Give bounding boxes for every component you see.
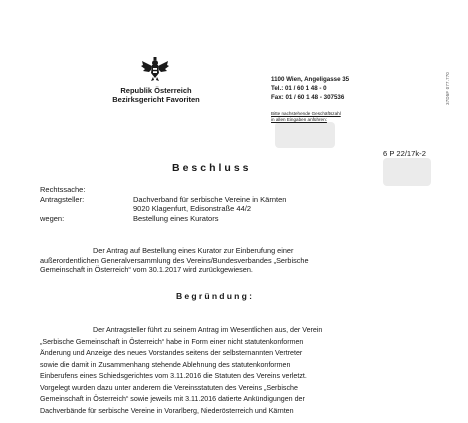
ruling-line: Der Antrag auf Bestellung eines Kurator zur Einberufung einer bbox=[93, 246, 294, 255]
reference-note-line1: Bitte nachstehende Geschäftszahl bbox=[271, 111, 341, 116]
reasons-line: „Serbische Gemeinschaft in Österreich“ habe in Form einer nicht statutenkonformen bbox=[40, 337, 304, 346]
court-fax: Fax: 01 / 60 1 48 - 307536 bbox=[271, 94, 345, 101]
court-tel: Tel.: 01 / 60 1 48 - 0 bbox=[271, 85, 327, 92]
reasons-line: Der Antragsteller führt zu seinem Antrag im Wesentlichen aus, der Verein bbox=[93, 326, 323, 334]
party-label: wegen: bbox=[40, 213, 65, 223]
court-address: 1100 Wien, Angeligasse 35 bbox=[271, 76, 350, 83]
reference-note-line2: in allen Eingaben anführen: bbox=[271, 117, 327, 122]
court-name bbox=[96, 86, 216, 104]
reasons-line: Gemeinschaft in Österreich“ sowie jeweils mit 3.11.2016 datierte Ankündigungen der bbox=[40, 395, 305, 403]
party-value: Bestellung eines Kurators bbox=[133, 213, 219, 223]
reasons-line: Vorgelegt wurden dazu unter anderem die Vereinsstatuten des Vereins „Serbische bbox=[40, 383, 298, 392]
scan-artifact bbox=[383, 158, 431, 186]
party-value: Dachverband für serbische Vereine in Kärnten bbox=[133, 194, 287, 204]
side-document-code: 37D5F 077.770 bbox=[445, 72, 450, 105]
party-label: Antragsteller: bbox=[40, 194, 85, 204]
reasons-line: Änderung und Anzeige des neues Vorstandes seitens der selbsternannten Vertreter bbox=[40, 349, 303, 357]
reasons-line: Dachverbände für serbische Vereine in Vorarlberg, Niederösterreich und Kärnten bbox=[40, 406, 294, 415]
ruling-text bbox=[40, 246, 440, 275]
court-name-line1: Republik Österreich bbox=[120, 86, 192, 95]
scan-artifact bbox=[275, 122, 335, 148]
document-title: Beschluss bbox=[172, 162, 252, 174]
reasons-line: Einberufens eines Schiedsgerichtes vom 3.11.2016 die Statuten des Vereins verletzt. bbox=[40, 372, 307, 380]
ruling-line: Gemeinschaft in Österreich“ vom 30.1.2017 wird zurückgewiesen. bbox=[40, 265, 253, 275]
party-value: 9020 Klagenfurt, Edisonstraße 44/2 bbox=[133, 204, 251, 213]
reasons-text bbox=[40, 325, 442, 417]
court-contact bbox=[271, 75, 349, 123]
file-number: 6 P 22/17k-2 bbox=[383, 149, 426, 158]
ruling-line: außerordentlichen Generalversammlung des Vereins/Bundesverbandes „Serbische bbox=[40, 255, 309, 265]
court-name-line2: Bezirksgericht Favoriten bbox=[112, 95, 200, 104]
reasons-line: sowie die damit in Zusammenhang stehende Ablehnung des statutenkonformen bbox=[40, 360, 291, 369]
austrian-eagle-emblem-icon bbox=[140, 56, 170, 82]
reasons-heading: Begründung: bbox=[176, 291, 255, 301]
party-label: Rechtssache: bbox=[40, 185, 86, 194]
